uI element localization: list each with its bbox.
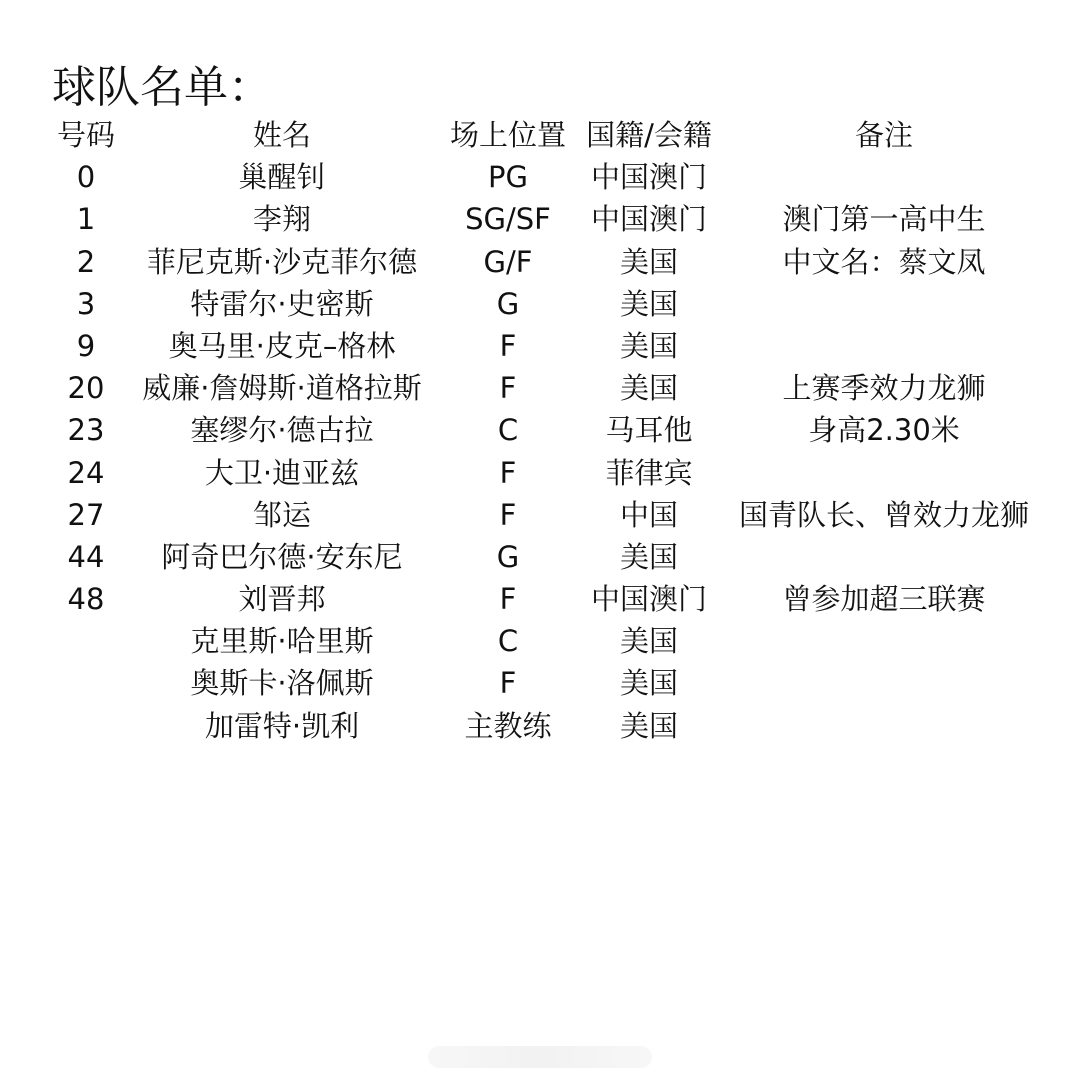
cell-name: 奥斯卡·洛佩斯: [190, 666, 374, 701]
cell-name: 克里斯·哈里斯: [190, 624, 374, 659]
table-row: [0, 198, 1080, 240]
cell-nationality: 美国: [619, 666, 678, 701]
cell-note: 上赛季效力龙狮: [782, 371, 986, 406]
header-note: 备注: [854, 118, 913, 152]
cell-nationality: 美国: [619, 328, 678, 363]
cell-number: 0: [76, 160, 96, 195]
cell-name: 塞缪尔·德古拉: [190, 413, 374, 448]
table-row: [0, 409, 1080, 451]
header-number: 号码: [56, 118, 115, 152]
cell-name: 奥马里·皮克–格林: [168, 328, 396, 363]
cell-nationality: 菲律宾: [605, 455, 693, 490]
cell-nationality: 中国澳门: [590, 582, 707, 617]
cell-name: 阿奇巴尔德·安东尼: [161, 539, 403, 574]
cell-name: 刘晋邦: [238, 582, 326, 617]
cell-nationality: 美国: [619, 708, 678, 743]
table-row: [0, 156, 1080, 198]
cell-position: F: [499, 497, 517, 532]
cell-position: F: [499, 666, 517, 701]
cell-name: 菲尼克斯·沙克菲尔德: [146, 244, 418, 279]
roster-table: [0, 114, 1080, 747]
cell-number: 20: [67, 371, 105, 406]
cell-nationality: 美国: [619, 244, 678, 279]
cell-note: 身高2.30米: [808, 413, 960, 448]
header-nationality: 国籍/会籍: [586, 118, 712, 152]
cell-number: 3: [76, 286, 96, 321]
table-row: [0, 241, 1080, 283]
cell-position: F: [499, 328, 517, 363]
cell-position: C: [497, 413, 519, 448]
cell-number: 24: [67, 455, 105, 490]
cell-number: 44: [67, 539, 105, 574]
cell-nationality: 中国澳门: [590, 202, 707, 237]
table-row: [0, 578, 1080, 620]
cell-number: 23: [67, 413, 105, 448]
cell-name: 加雷特·凯利: [204, 708, 360, 743]
cell-position: SG/SF: [465, 202, 551, 237]
table-row: [0, 494, 1080, 536]
cell-name: 巢醒钊: [238, 160, 326, 195]
cell-number: 27: [67, 497, 105, 532]
cell-note: 曾参加超三联赛: [782, 582, 986, 617]
cell-position: F: [499, 455, 517, 490]
cell-nationality: 美国: [619, 624, 678, 659]
watermark: [428, 1046, 652, 1068]
cell-position: 主教练: [464, 708, 552, 743]
header-position: 场上位置: [449, 118, 566, 152]
cell-name: 特雷尔·史密斯: [190, 286, 374, 321]
cell-nationality: 美国: [619, 371, 678, 406]
cell-position: G: [496, 539, 520, 574]
table-row: [0, 536, 1080, 578]
cell-nationality: 美国: [619, 539, 678, 574]
cell-name: 大卫·迪亚兹: [204, 455, 360, 490]
cell-name: 邹运: [252, 497, 311, 532]
cell-number: 9: [76, 328, 96, 363]
table-row: [0, 662, 1080, 704]
cell-note: 国青队长、曾效力龙狮: [738, 497, 1029, 532]
cell-position: PG: [488, 160, 528, 195]
cell-position: F: [499, 582, 517, 617]
cell-position: G: [496, 286, 520, 321]
cell-number: 2: [76, 244, 96, 279]
table-row: [0, 325, 1080, 367]
cell-name: 李翔: [252, 202, 311, 237]
header-name: 姓名: [252, 118, 311, 152]
cell-nationality: 中国: [619, 497, 678, 532]
cell-number: 1: [76, 202, 96, 237]
cell-name: 威廉·詹姆斯·道格拉斯: [142, 371, 422, 406]
cell-note: 中文名：蔡文凤: [782, 244, 986, 279]
table-row: [0, 705, 1080, 747]
table-row: [0, 620, 1080, 662]
cell-position: F: [499, 371, 517, 406]
cell-nationality: 中国澳门: [590, 160, 707, 195]
table-row: [0, 367, 1080, 409]
cell-position: G/F: [483, 244, 533, 279]
cell-position: C: [497, 624, 519, 659]
page-title: 球队名单：: [52, 62, 272, 113]
cell-number: 48: [67, 582, 105, 617]
table-row: [0, 452, 1080, 494]
cell-note: 澳门第一高中生: [782, 202, 986, 237]
cell-nationality: 美国: [619, 286, 678, 321]
cell-nationality: 马耳他: [605, 413, 693, 448]
table-header-row: [0, 114, 1080, 156]
table-row: [0, 283, 1080, 325]
